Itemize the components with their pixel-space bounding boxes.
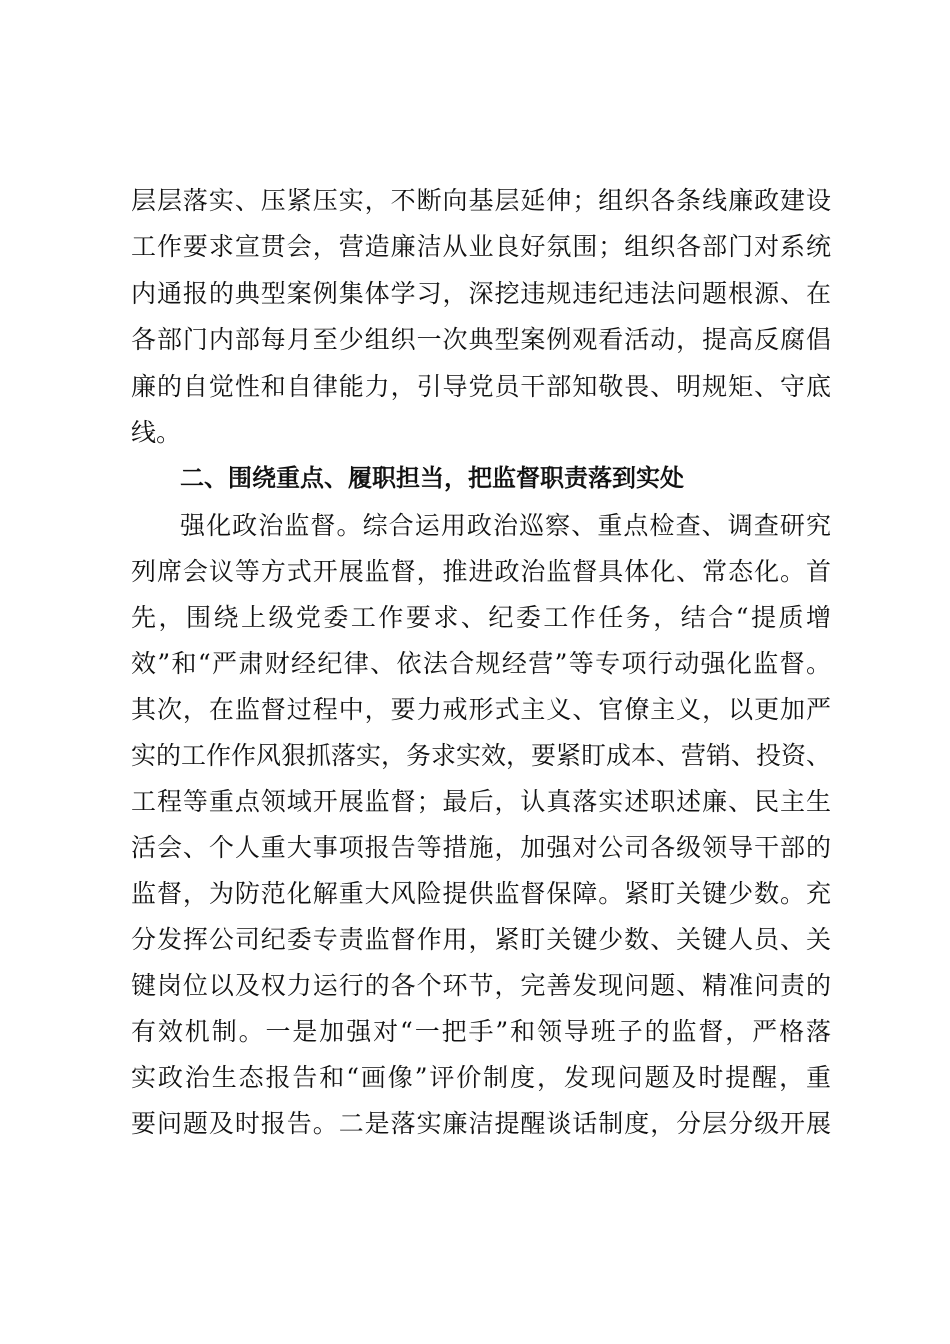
section-heading: 二、围绕重点、履职担当，把监督职责落到实处 (180, 464, 684, 492)
paragraph-1-line-6: 线。 (131, 418, 182, 447)
paragraph-1-line-3: 内通报的典型案例集体学习，深挖违规违纪违法问题根源、在 (131, 279, 831, 308)
paragraph-2-line-11: 键岗位以及权力运行的各个环节，完善发现问题、精准问责的 (131, 971, 831, 1000)
paragraph-2-line-5: 其次，在监督过程中，要力戒形式主义、官僚主义，以更加严 (131, 695, 831, 724)
paragraph-2-line-12: 有效机制。一是加强对“一把手”和领导班子的监督，严格落 (131, 1017, 831, 1046)
paragraph-1-line-2: 工作要求宣贯会，营造廉洁从业良好氛围；组织各部门对系统 (131, 232, 831, 261)
paragraph-1-line-1: 层层落实、压紧压实，不断向基层延伸；组织各条线廉政建设 (131, 186, 831, 215)
paragraph-2-line-9: 监督，为防范化解重大风险提供监督保障。紧盯关键少数。充 (131, 879, 831, 908)
paragraph-1-line-5: 廉的自觉性和自律能力，引导党员干部知敬畏、明规矩、守底 (131, 372, 831, 401)
paragraph-2-line-7: 工程等重点领域开展监督；最后，认真落实述职述廉、民主生 (131, 787, 831, 816)
paragraph-1-line-4: 各部门内部每月至少组织一次典型案例观看活动，提高反腐倡 (131, 325, 831, 354)
paragraph-2-line-10: 分发挥公司纪委专责监督作用，紧盯关键少数、关键人员、关 (131, 925, 831, 954)
paragraph-2-line-2: 列席会议等方式开展监督，推进政治监督具体化、常态化。首 (131, 557, 831, 586)
paragraph-2-line-8: 活会、个人重大事项报告等措施，加强对公司各级领导干部的 (131, 833, 831, 862)
paragraph-2-line-13: 实政治生态报告和“画像”评价制度，发现问题及时提醒，重 (131, 1063, 831, 1092)
paragraph-2-line-3: 先，围绕上级党委工作要求、纪委工作任务，结合“提质增 (131, 603, 831, 632)
paragraph-2-line-1: 强化政治监督。综合运用政治巡察、重点检查、调查研究 (180, 511, 831, 540)
paragraph-2-line-14: 要问题及时报告。二是落实廉洁提醒谈话制度，分层分级开展 (131, 1109, 831, 1138)
paragraph-2-line-4: 效”和“严肃财经纪律、依法合规经营”等专项行动强化监督。 (131, 649, 831, 678)
paragraph-2-line-6: 实的工作作风狠抓落实，务求实效，要紧盯成本、营销、投资、 (131, 741, 832, 770)
